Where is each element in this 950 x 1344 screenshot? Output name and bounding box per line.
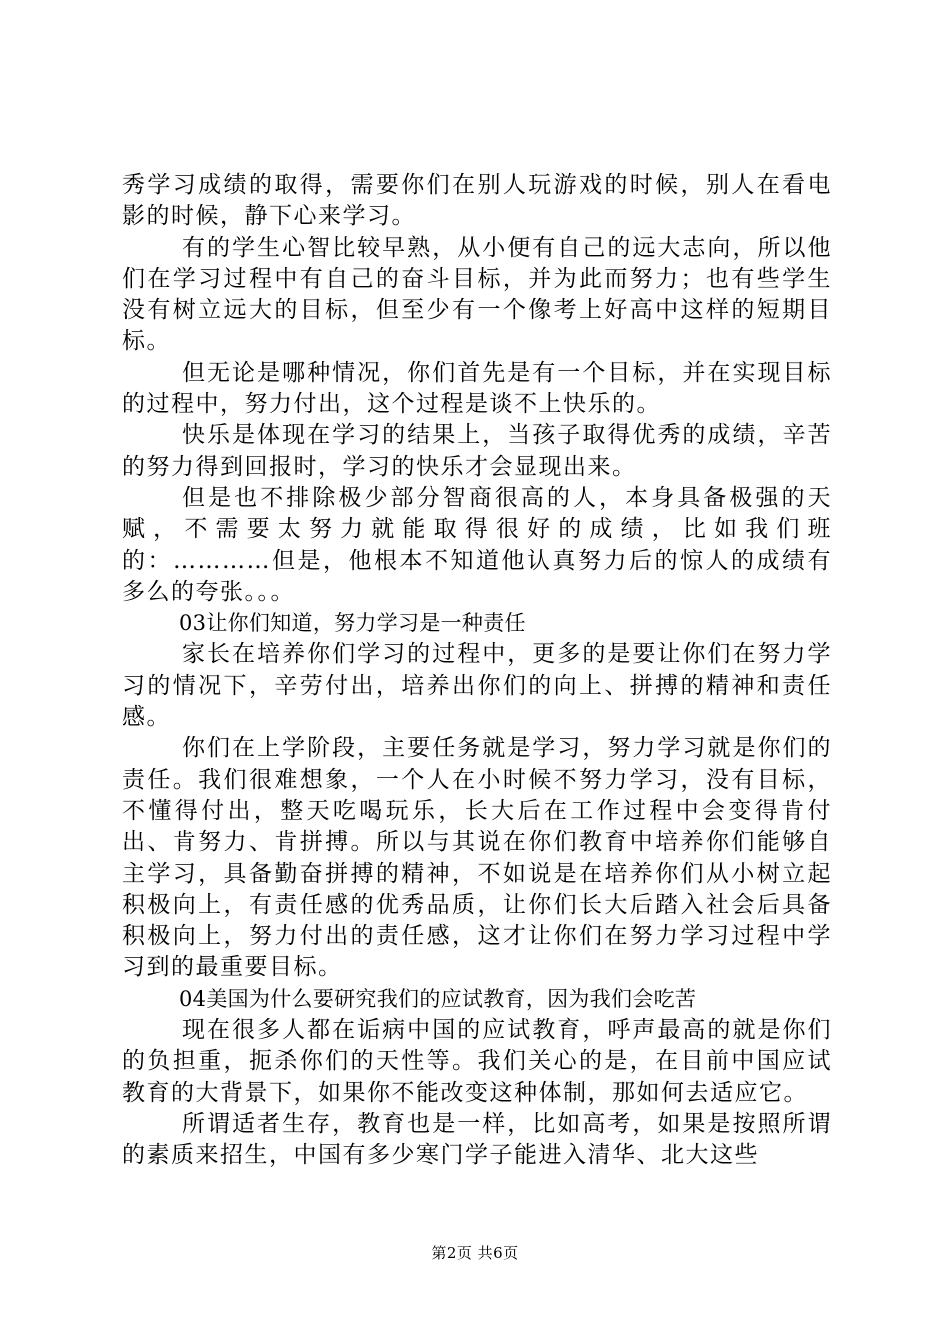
paragraph: 你们在上学阶段，主要任务就是学习，努力学习就是你们的责任。我们很难想象，一个人在小时候不努力学习，没有目标，不懂得付出，整天吃喝玩乐，长大后在工作过程中会变得肯付出、肯努力、肯拼搏。所以与其说在你们教育中培养你们能够自主学习，具备勤奋拼搏的精神，不如说是在培养你们从小树立起积极向上，有责任感的优秀品质，让你们长大后踏入社会后具备积极向上，努力付出的责任感，这才让你们在努力学习过程中学习到的最重要目标。 [122, 735, 832, 981]
section-heading-04: 04美国为什么要研究我们的应试教育，因为我们会吃苦 [179, 986, 697, 1011]
paragraph: 快乐是体现在学习的结果上，当孩子取得优秀的成绩，辛苦的努力得到回报时，学习的快乐才会显现出来。 [122, 422, 832, 480]
paragraph: 但是也不排除极少部分智商很高的人，本身具备极强的天赋，不需要太努力就能取得很好的成绩，比如我们班的：…………但是，他根本不知道他认真努力后的惊人的成绩有多么的夸张。。。 [122, 484, 832, 605]
paragraph-continuation: 秀学习成绩的取得，需要你们在别人玩游戏的时候，别人在看电影的时候，静下心来学习。 [122, 172, 832, 230]
paragraph: 所谓适者生存，教育也是一样，比如高考，如果是按照所谓的素质来招生，中国有多少寒门学子能进入清华、北大这些 [122, 1110, 832, 1169]
paragraph: 但无论是哪种情况，你们首先是有一个目标，并在实现目标的过程中，努力付出，这个过程是谈不上快乐的。 [122, 359, 832, 418]
page-number-footer: 第2页 共6页 [431, 1244, 519, 1262]
paragraph: 现在很多人都在诟病中国的应试教育，呼声最高的就是你们的负担重，扼杀你们的天性等。我们关心的是，在目前中国应试教育的大背景下，如果你不能改变这种体制，那如何去适应它。 [122, 1017, 832, 1106]
section-heading-03: 03让你们知道，努力学习是一种责任 [179, 611, 526, 636]
paragraph: 有的学生心智比较早熟，从小便有自己的远大志向，所以他们在学习过程中有自己的奋斗目标，并为此而努力；也有些学生没有树立远大的目标，但至少有一个像考上好高中这样的短期目标。 [122, 234, 832, 355]
paragraph: 家长在培养你们学习的过程中，更多的是要让你们在努力学习的情况下，辛劳付出，培养出你们的向上、拼搏的精神和责任感。 [122, 641, 832, 731]
document-body [122, 170, 832, 1172]
